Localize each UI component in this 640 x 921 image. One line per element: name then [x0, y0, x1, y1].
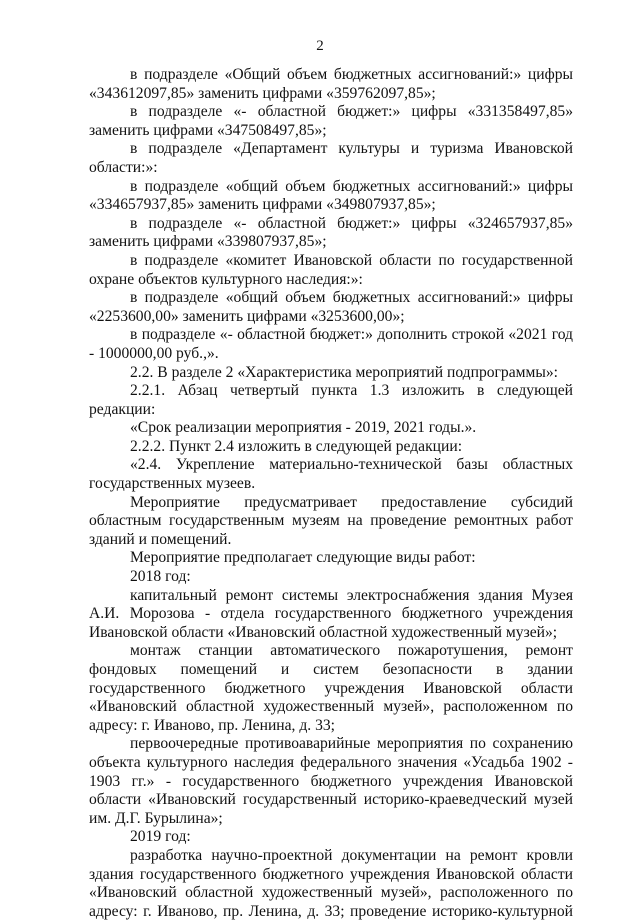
paragraph: «Срок реализации мероприятия - 2019, 2021 годы.». — [130, 419, 477, 437]
paragraph: в подразделе «общий объем бюджетных ассигнований:» цифры «2253600,00» заменить цифрами «3253600,00»; — [89, 289, 573, 325]
paragraph: монтаж станции автоматического пожаротушения, ремонт фондовых помещений и систем безопасности в здании государственного бюджетного учреждения Ивановской области «Ивановский областной художественный музей», расположенном по адресу: г. Иваново, пр. Ленина, д. 33; — [89, 642, 573, 734]
paragraph: в подразделе «Общий объем бюджетных ассигнований:» цифры «343612097,85» заменить цифрами «359762097,85»; — [89, 66, 573, 102]
paragraph: в подразделе «- областной бюджет:» цифры «324657937,85» заменить цифрами «339807937,85»; — [89, 214, 573, 251]
paragraph: 2.2.2. Пункт 2.4 изложить в следующей редакции: — [130, 437, 463, 455]
paragraph: 2018 год: — [130, 568, 191, 586]
paragraph: разработка научно-проектной документации на ремонт кровли здания государственного бюджетного учреждения Ивановской области «Ивановский областной художественный музей», расположенного по адресу: г. Иваново, пр. Ленина, д. 33; проведение историко-культурной — [89, 846, 573, 920]
document-body — [89, 66, 573, 921]
paragraph: 2.2.1. Абзац четвертый пункта 1.3 изложить в следующей редакции: — [89, 382, 573, 418]
paragraph: в подразделе «- областной бюджет:» дополнить строкой «2021 год - 1000000,00 руб.,». — [89, 326, 573, 362]
paragraph: Мероприятие предполагает следующие виды работ: — [130, 549, 476, 567]
paragraph: 2.2. В разделе 2 «Характеристика мероприятий подпрограммы»: — [130, 363, 558, 381]
paragraph: «2.4. Укрепление материально-технической базы областных государственных музеев. — [89, 456, 573, 493]
paragraph: в подразделе «Департамент культуры и туризма Ивановской области:»: — [89, 140, 573, 176]
paragraph: 2019 год: — [130, 828, 191, 846]
page-number: 2 — [316, 38, 324, 54]
paragraph: в подразделе «комитет Ивановской области по государственной охране объектов культурного наследия:»: — [89, 251, 573, 288]
paragraph: первоочередные противоаварийные мероприятия по сохранению объекта культурного наследия федерального значения «Усадьба 1902 - 1903 гг.» - государственного бюджетного учреждения Ивановской области «Ивановский государственный историко-краеведческий музей им. Д.Г. Бурылина»; — [89, 735, 573, 827]
paragraph: Мероприятие предусматривает предоставление субсидий областным государственным музеям на проведение ремонтных работ зданий и помещений. — [89, 493, 573, 548]
paragraph: в подразделе «общий объем бюджетных ассигнований:» цифры «334657937,85» заменить цифрами «349807937,85»; — [89, 177, 573, 214]
paragraph: в подразделе «- областной бюджет:» цифры «331358497,85» заменить цифрами «347508497,85»; — [89, 103, 573, 139]
paragraph: капитальный ремонт системы электроснабжения здания Музея А.И. Морозова - отдела государственного бюджетного учреждения Ивановской области «Ивановский областной художественный музей»; — [89, 586, 573, 641]
